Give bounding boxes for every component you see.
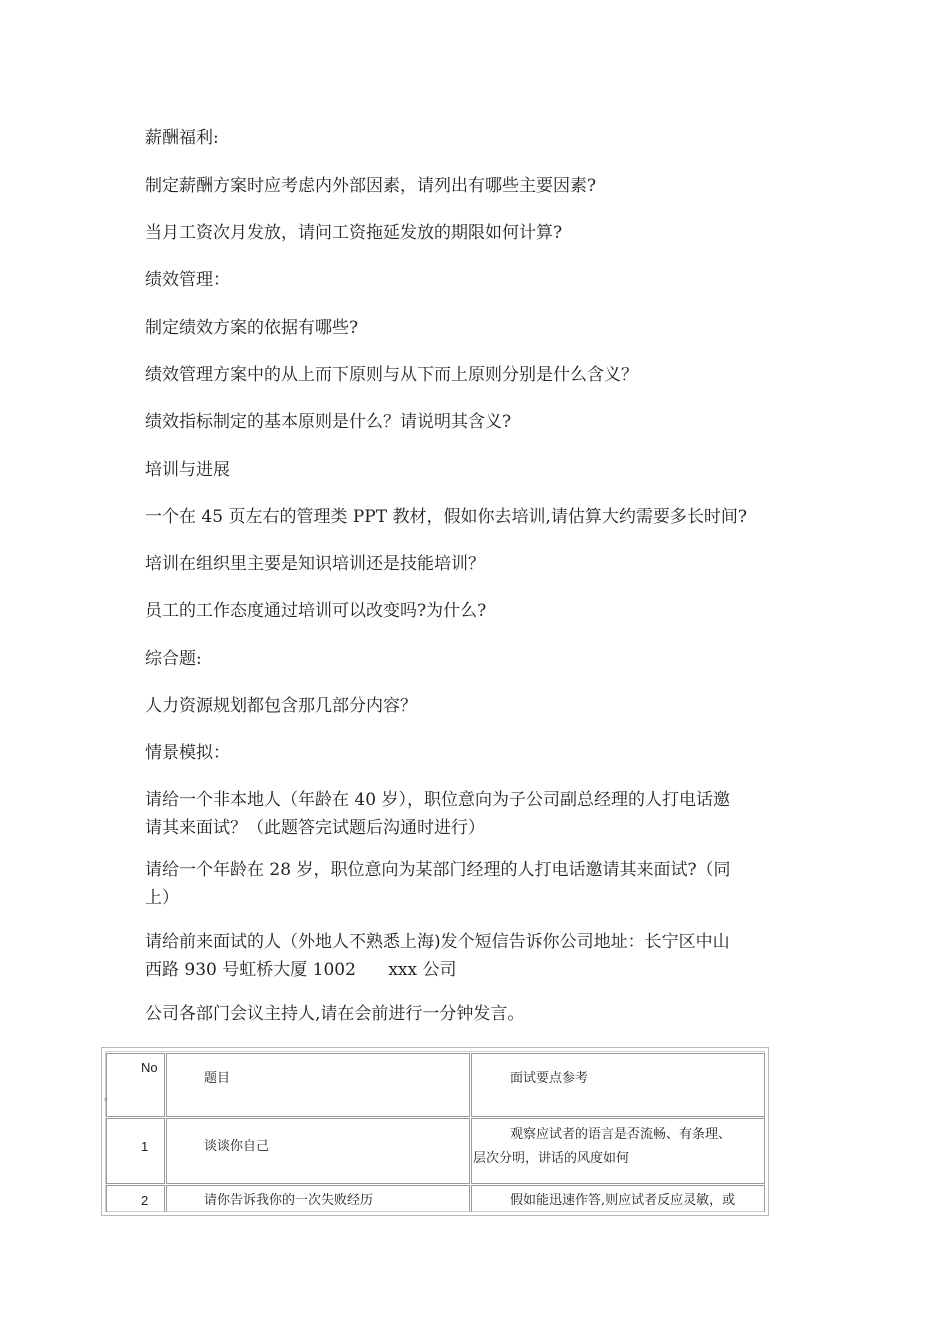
question-paragraph: 当月工资次月发放，请问工资拖延发放的期限如何计算?	[145, 223, 563, 243]
footnote-mark: 。	[104, 1092, 114, 1103]
question-paragraph: 制定薪酬方案时应考虑内外部因素，请列出有哪些主要因素?	[145, 176, 597, 196]
table-row-no: 1	[106, 1118, 165, 1184]
table-row-no: 2	[106, 1185, 165, 1212]
section-heading-comprehensive: 综合题:	[145, 649, 202, 669]
question-paragraph: 一个在 45 页左右的管理类 PPT 教材，假如你去培训,请估算大约需要多长时间?	[145, 507, 747, 527]
question-paragraph: 请给一个非本地人（年龄在 40 岁），职位意向为子公司副总经理的人打电话邀 请其来面试？（此题答完试题后沟通时进行）	[145, 790, 730, 838]
table-header-points: 面试要点参考	[471, 1053, 765, 1117]
section-heading-scenario: 情景模拟：	[145, 743, 230, 763]
section-heading-training: 培训与进展	[145, 460, 230, 480]
table-row-question: 请你告诉我你的一次失败经历	[166, 1185, 470, 1212]
table-row-points: 观察应试者的语言是否流畅、有条理、 层次分明，讲话的风度如何	[471, 1118, 765, 1184]
question-paragraph: 人力资源规划都包含那几部分内容？	[145, 696, 417, 716]
question-paragraph: 请给一个年龄在 28 岁，职位意向为某部门经理的人打电话邀请其来面试?（同 上）	[145, 860, 731, 908]
table-row-question: 谈谈你自己	[166, 1118, 470, 1184]
question-paragraph: 培训在组织里主要是知识培训还是技能培训？	[145, 554, 485, 574]
question-paragraph: 绩效指标制定的基本原则是什么？请说明其含义?	[145, 412, 512, 432]
table-row-points: 假如能迅速作答,则应试者反应灵敏，或	[471, 1185, 765, 1212]
table-header-no: No	[106, 1053, 165, 1117]
question-paragraph: 制定绩效方案的依据有哪些?	[145, 318, 359, 338]
question-paragraph: 请给前来面试的人（外地人不熟悉上海)发个短信告诉你公司地址：长宁区中山 西路 930 号虹桥大厦 1002 xxx 公司	[145, 932, 730, 980]
section-heading-compensation: 薪酬福利:	[145, 128, 219, 148]
question-paragraph: 员工的工作态度通过培训可以改变吗?为什么?	[145, 601, 487, 621]
section-heading-performance: 绩效管理：	[145, 270, 230, 290]
table-header-question: 题目	[166, 1053, 470, 1117]
question-paragraph: 绩效管理方案中的从上而下原则与从下而上原则分别是什么含义？	[145, 365, 638, 385]
question-paragraph: 公司各部门会议主持人,请在会前进行一分钟发言。	[145, 1004, 525, 1024]
